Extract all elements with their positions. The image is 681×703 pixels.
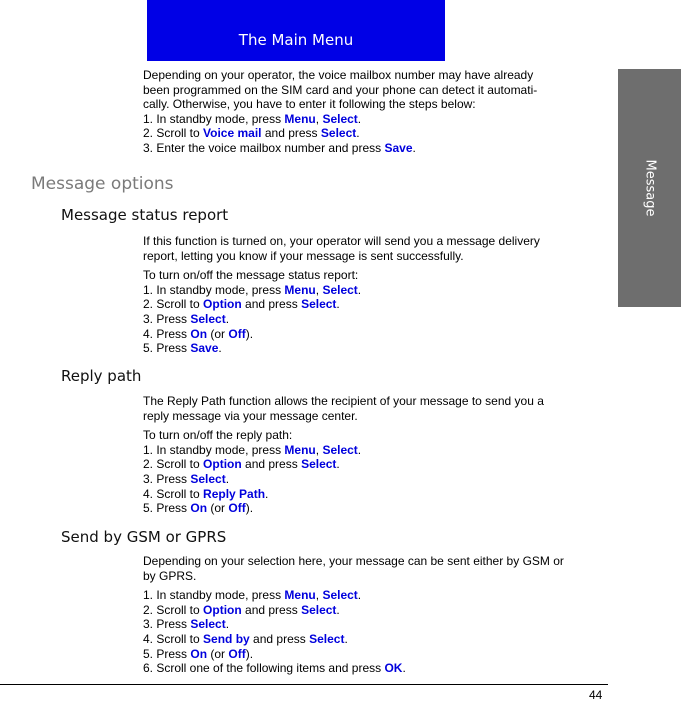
key-term: Menu xyxy=(284,111,316,126)
key-term: Menu xyxy=(284,282,316,297)
step-text: . xyxy=(218,341,222,356)
step-text: , xyxy=(315,588,323,603)
step-line xyxy=(143,487,608,502)
subsection-body-status-report xyxy=(143,234,608,356)
footer-divider xyxy=(0,684,608,685)
step-line xyxy=(143,126,608,141)
step-text: . xyxy=(225,311,230,326)
step-line xyxy=(143,112,608,127)
step-line xyxy=(143,297,608,312)
step-text: 2. Scroll to xyxy=(143,126,204,141)
step-text: 1. In standby mode, press xyxy=(143,442,285,457)
step-text: (or xyxy=(207,646,229,661)
step-text: 3. Press xyxy=(143,311,191,326)
step-text: . xyxy=(336,602,340,617)
intro-line: been programmed on the SIM card and your phone can detect it automati- xyxy=(143,82,538,97)
instruction-lead: To turn on/off the message status report: xyxy=(143,268,359,283)
key-term: Option xyxy=(203,602,242,617)
step-line xyxy=(143,632,608,647)
key-term: Select xyxy=(320,126,357,141)
step-text: 1. In standby mode, press xyxy=(143,588,285,603)
step-text: 4. Scroll to xyxy=(143,486,204,501)
key-term: Select xyxy=(301,602,337,617)
step-text: . xyxy=(225,471,230,486)
step-text: ). xyxy=(245,501,254,516)
description-line: Depending on your selection here, your message can be sent either by GSM or xyxy=(143,554,564,568)
key-term: Send by xyxy=(203,631,250,646)
step-text: , xyxy=(315,111,323,126)
step-text: . xyxy=(265,486,269,501)
step-text: . xyxy=(402,661,406,676)
description-line: report, letting you know if your message is sent successfully. xyxy=(143,248,464,263)
key-term: Select xyxy=(322,588,358,603)
key-term: Select xyxy=(309,631,345,646)
subsection-title-send-by: Send by GSM or GPRS xyxy=(61,528,227,546)
key-term: Option xyxy=(203,457,242,472)
step-line xyxy=(143,661,608,676)
key-term: Select xyxy=(322,442,358,457)
key-term: OK xyxy=(384,661,403,676)
key-term: On xyxy=(190,501,208,516)
step-text: 3. Press xyxy=(143,617,191,632)
description-line: If this function is turned on, your operator will send you a message delivery xyxy=(143,234,540,248)
step-text: 1. In standby mode, press xyxy=(143,282,285,297)
step-text: . xyxy=(344,631,348,646)
step-line xyxy=(143,603,608,618)
step-line xyxy=(143,443,608,458)
key-term: Select xyxy=(301,297,337,312)
step-line xyxy=(143,327,608,342)
step-text: 1. In standby mode, press xyxy=(143,111,285,126)
step-text: 2. Scroll to xyxy=(143,457,204,472)
key-term: On xyxy=(190,646,208,661)
step-line xyxy=(143,312,608,327)
section-title: Message options xyxy=(31,174,174,194)
step-text: 5. Press xyxy=(143,341,191,356)
header-title: The Main Menu xyxy=(238,30,354,49)
key-term: Menu xyxy=(284,588,316,603)
key-term: Off xyxy=(228,646,246,661)
side-tab-label: Message xyxy=(642,159,657,217)
subsection-body-reply-path xyxy=(143,394,608,516)
subsection-title-status-report: Message status report xyxy=(61,206,229,224)
step-line xyxy=(143,617,608,632)
step-text: . xyxy=(357,282,362,297)
step-text: . xyxy=(356,126,360,141)
step-text: . xyxy=(412,140,416,155)
key-term: Select xyxy=(322,111,358,126)
step-line xyxy=(143,457,608,472)
step-text: 5. Press xyxy=(143,501,191,516)
step-text: 6. Scroll one of the following items and press xyxy=(143,661,385,676)
intro-line: cally. Otherwise, you have to enter it following the steps below: xyxy=(143,97,476,112)
step-text: . xyxy=(357,442,362,457)
step-text: (or xyxy=(207,501,229,516)
key-term: Save xyxy=(384,140,413,155)
step-text: 2. Scroll to xyxy=(143,297,204,312)
step-text: and press xyxy=(249,631,310,646)
step-text: and press xyxy=(241,602,302,617)
intro-line: Depending on your operator, the voice mailbox number may have already xyxy=(143,68,534,82)
step-text: (or xyxy=(207,326,229,341)
key-term: Select xyxy=(190,471,226,486)
subsection-body-send-by xyxy=(143,554,608,676)
key-term: Select xyxy=(190,311,226,326)
page-number: 44 xyxy=(589,688,603,702)
step-text: 4. Scroll to xyxy=(143,631,204,646)
step-line xyxy=(143,283,608,298)
step-text: . xyxy=(357,111,362,126)
step-line xyxy=(143,341,608,356)
step-text: 3. Press xyxy=(143,471,191,486)
side-tab xyxy=(618,69,681,307)
step-text: . xyxy=(336,457,340,472)
key-term: Reply Path xyxy=(203,486,266,501)
step-text: , xyxy=(315,442,323,457)
intro-block xyxy=(143,68,608,156)
key-term: Option xyxy=(203,297,242,312)
intro-steps xyxy=(143,112,608,156)
step-text: 5. Press xyxy=(143,646,191,661)
intro-paragraph xyxy=(143,68,608,112)
step-line xyxy=(143,501,608,516)
step-text: 4. Press xyxy=(143,326,191,341)
key-term: Select xyxy=(301,457,337,472)
step-text: 2. Scroll to xyxy=(143,602,204,617)
key-term: Select xyxy=(190,617,226,632)
step-line xyxy=(143,647,608,662)
key-term: Off xyxy=(228,326,246,341)
subsection-title-reply-path: Reply path xyxy=(61,367,142,385)
description-line: by GPRS. xyxy=(143,568,197,583)
step-text: . xyxy=(336,297,340,312)
key-term: Select xyxy=(322,282,358,297)
header-banner xyxy=(147,0,445,61)
key-term: On xyxy=(190,326,208,341)
step-line xyxy=(143,588,608,603)
step-text: ). xyxy=(245,646,254,661)
step-text: , xyxy=(315,282,323,297)
step-text: and press xyxy=(241,297,302,312)
description-line: reply message via your message center. xyxy=(143,408,358,423)
key-term: Off xyxy=(228,501,246,516)
key-term: Save xyxy=(190,341,219,356)
step-text: and press xyxy=(261,126,321,141)
key-term: Menu xyxy=(284,442,316,457)
step-text: ). xyxy=(245,326,254,341)
step-text: 3. Enter the voice mailbox number and press xyxy=(143,140,385,155)
step-line xyxy=(143,472,608,487)
step-text: . xyxy=(225,617,230,632)
description-line: The Reply Path function allows the recipient of your message to send you a xyxy=(143,394,544,408)
step-text: and press xyxy=(241,457,302,472)
key-term: Voice mail xyxy=(203,126,262,141)
instruction-lead: To turn on/off the reply path: xyxy=(143,428,293,443)
step-line xyxy=(143,141,608,156)
step-text: . xyxy=(357,588,362,603)
